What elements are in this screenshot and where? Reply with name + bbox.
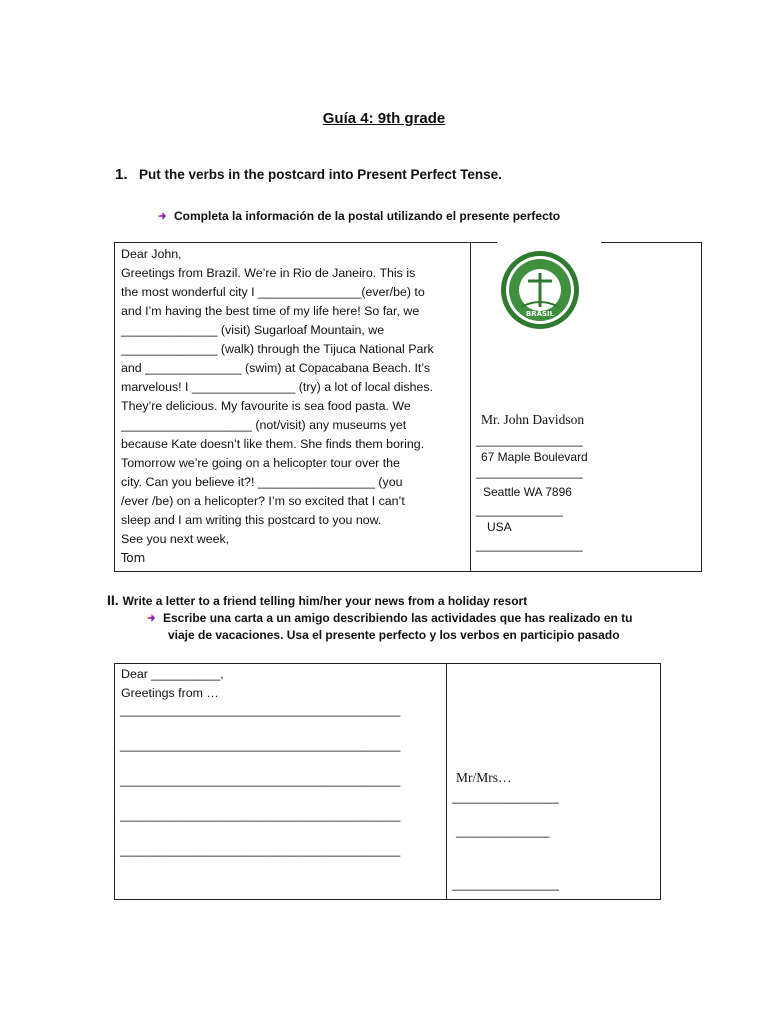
svg-text:BRASIL: BRASIL	[525, 310, 555, 318]
address-blank-line: ________________	[476, 433, 583, 447]
section-1-instruction-text: Completa la información de la postal utilizando el presente perfecto	[174, 209, 561, 223]
letter-line: the most wonderful city I _______________(ever/be) to	[121, 285, 425, 299]
greetings-line: Greetings from …	[121, 686, 219, 700]
postcard-1-message	[121, 245, 462, 568]
letter-line: and ______________ (swim) at Copacabana Beach. It’s	[121, 361, 431, 375]
writing-line[interactable]: __________________________________________	[120, 738, 401, 752]
letter-line: city. Can you believe it?! _________________ (you	[121, 475, 403, 489]
address-name: Mr. John Davidson	[481, 412, 585, 427]
address-street: 67 Maple Boulevard	[481, 450, 588, 464]
letter-line: Tomorrow we’re going on a helicopter tour over the	[121, 456, 400, 470]
postcard-2-divider	[446, 664, 447, 899]
dear-line: Dear __________,	[121, 667, 224, 681]
letter-line: marvelous! I _______________ (try) a lot of local dishes.	[121, 380, 434, 394]
letter-line: because Kate doesn’t like them. She finds them boring.	[121, 437, 425, 451]
letter-signature: Tom	[121, 551, 146, 565]
address-blank-line: ________________	[476, 465, 583, 479]
letter-line: ___________________ (not/visit) any museums yet	[121, 418, 407, 432]
writing-line[interactable]: __________________________________________	[120, 843, 401, 857]
address-blank-line[interactable]: ________________	[452, 877, 559, 891]
address-blank-line: ________________	[476, 538, 583, 552]
writing-line[interactable]: __________________________________________	[120, 703, 401, 717]
letter-line: /ever /be) on a helicopter? I’m so excited that I can’t	[121, 494, 405, 508]
address-country: USA	[487, 520, 512, 534]
section-2-instruction-line-2: viaje de vacaciones. Usa el presente perfecto y los verbos en participio pasado	[168, 628, 620, 642]
section-2-number: II.	[107, 592, 119, 608]
address-name: Mr/Mrs…	[456, 770, 512, 785]
letter-line: and I’m having the best time of my life here! So far, we	[121, 304, 420, 318]
section-2-instruction-line-1: Escribe una carta a un amigo describiendo las actividades que has realizado en tu	[163, 611, 633, 625]
letter-line: They’re delicious. My favourite is sea food pasta. We	[121, 399, 411, 413]
letter-line: sleep and I am writing this postcard to you now.	[121, 513, 382, 527]
postcard-2	[114, 663, 661, 900]
section-2-heading-text: Write a letter to a friend telling him/her your news from a holiday resort	[122, 594, 528, 608]
section-2-instruction	[147, 611, 633, 625]
address-city: Seattle WA 7896	[483, 485, 572, 499]
postcard-2-greeting	[121, 665, 224, 703]
section-1-heading	[115, 166, 502, 183]
section-2-heading	[107, 592, 527, 608]
section-1-instruction	[158, 209, 560, 223]
writing-line[interactable]: __________________________________________	[120, 773, 401, 787]
address-blank-line[interactable]: ________________	[452, 790, 559, 804]
address-blank-line[interactable]: ______________	[456, 824, 550, 838]
section-1-heading-text: Put the verbs in the postcard into Present Perfect Tense.	[139, 167, 502, 182]
writing-line[interactable]: __________________________________________	[120, 808, 401, 822]
arrow-bullet-icon	[147, 614, 155, 622]
postcard-1	[114, 242, 702, 572]
postcard-1-divider	[470, 243, 471, 571]
stamp-border-gap	[497, 241, 601, 245]
page-title: Guía 4: 9th grade	[322, 110, 446, 127]
letter-line: Greetings from Brazil. We’re in Rio de Janeiro. This is	[121, 266, 416, 280]
letter-line: Dear John,	[121, 247, 182, 261]
section-1-number: 1.	[115, 166, 128, 183]
address-blank-line: _____________	[476, 503, 563, 517]
letter-line: ______________ (visit) Sugarloaf Mountain, we	[121, 323, 385, 337]
letter-line: See you next week,	[121, 532, 230, 546]
letter-line: ______________ (walk) through the Tijuca National Park	[121, 342, 434, 356]
stamp-icon	[499, 249, 581, 331]
arrow-bullet-icon	[158, 212, 166, 220]
